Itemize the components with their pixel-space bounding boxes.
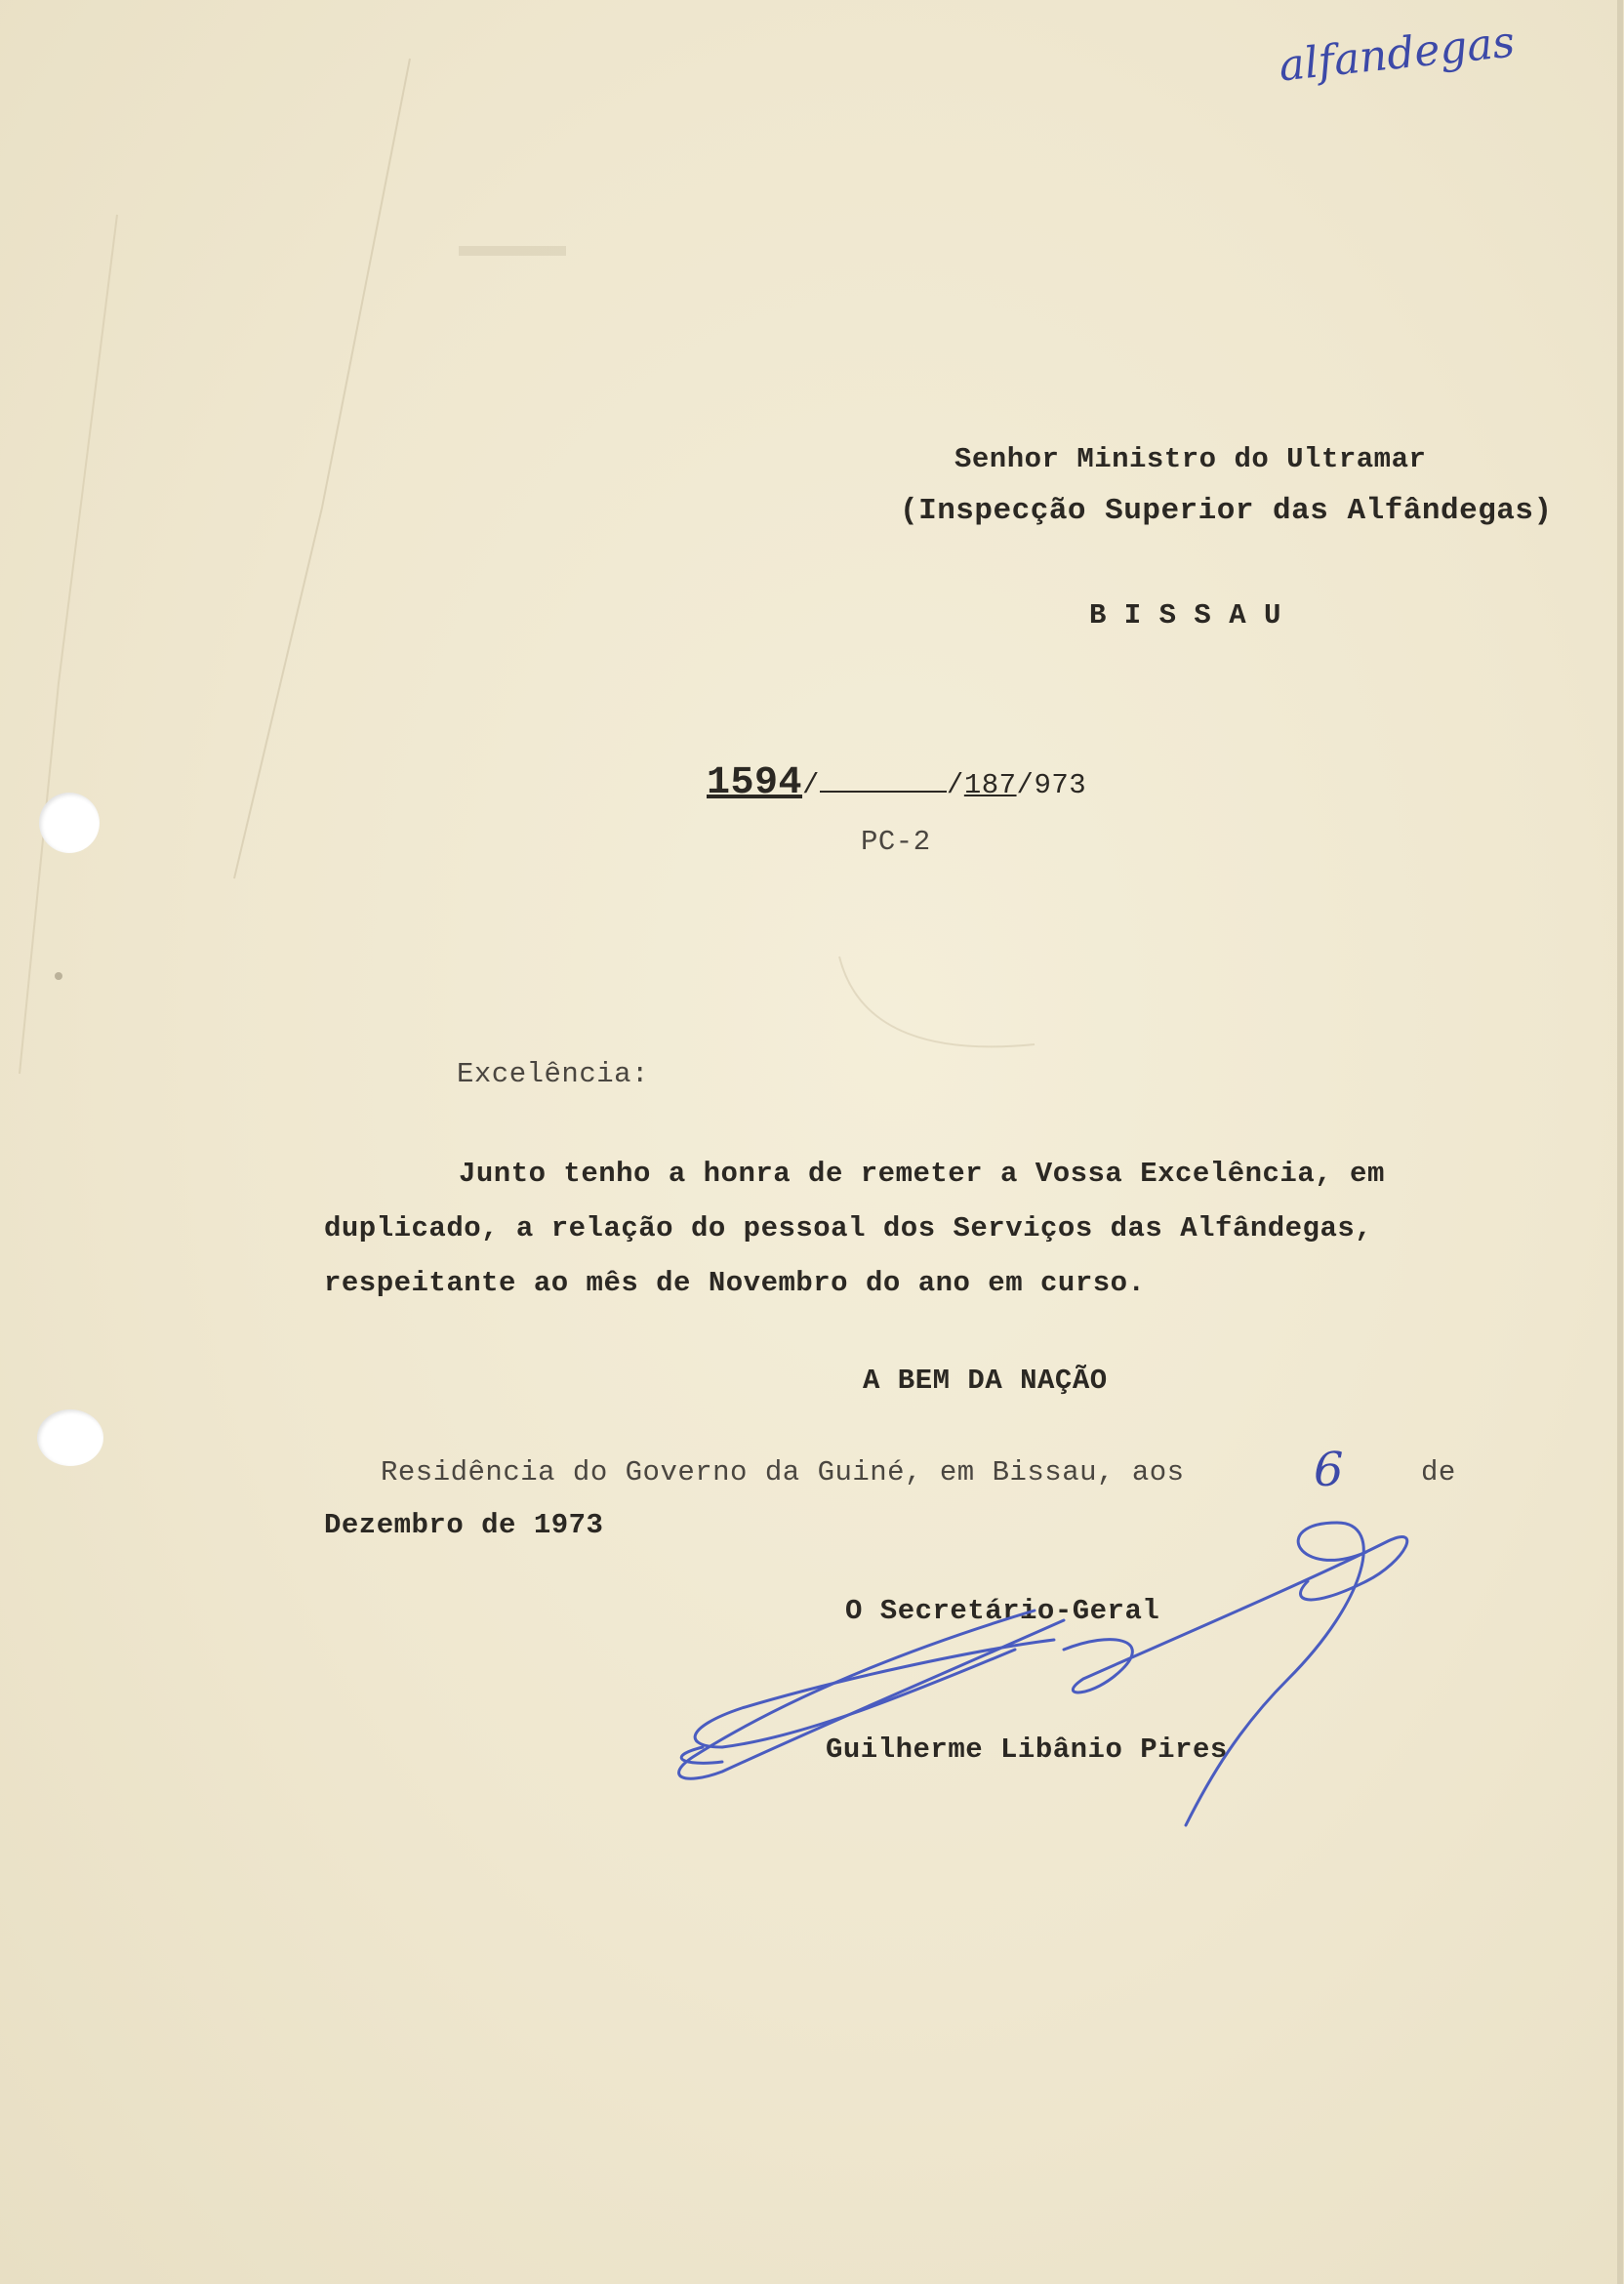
date-line-2: Dezembro de 1973 <box>324 1509 604 1541</box>
date-day-handwritten: 6 <box>1314 1443 1344 1497</box>
date-line-suffix: de <box>1421 1456 1456 1489</box>
body-line-2: duplicado, a relação do pessoal dos Serviços das Alfândegas, <box>324 1212 1373 1244</box>
body-line-1: Junto tenho a honra de remeter a Vossa Excelência, em <box>459 1158 1385 1190</box>
reference-blank <box>820 765 947 793</box>
signatory-name: Guilherme Libânio Pires <box>826 1733 1228 1766</box>
reference-middle: 187 <box>963 769 1017 801</box>
date-line-prefix: Residência do Governo da Guiné, em Bissau, aos <box>381 1456 1185 1489</box>
body-line-3: respeitante ao mês de Novembro do ano em curso. <box>324 1267 1146 1299</box>
addressee-city: B I S S A U <box>1089 599 1281 632</box>
closing-motto: A BEM DA NAÇÃO <box>863 1365 1108 1397</box>
salutation: Excelência: <box>457 1058 649 1090</box>
reference-line: 1594/ /187/973 <box>707 761 1087 805</box>
reference-year: /973 <box>1016 769 1087 801</box>
signatory-title: O Secretário-Geral <box>845 1595 1160 1627</box>
punch-hole-bottom <box>37 1409 103 1466</box>
punch-hole-top <box>39 793 100 853</box>
reference-code: PC-2 <box>861 826 931 858</box>
addressee-line-2: (Inspecção Superior das Alfândegas) <box>900 494 1553 528</box>
reference-number: 1594 <box>707 761 803 805</box>
addressee-line-1: Senhor Ministro do Ultramar <box>954 443 1427 475</box>
handwritten-margin-note: alfandegas <box>1276 17 1518 92</box>
